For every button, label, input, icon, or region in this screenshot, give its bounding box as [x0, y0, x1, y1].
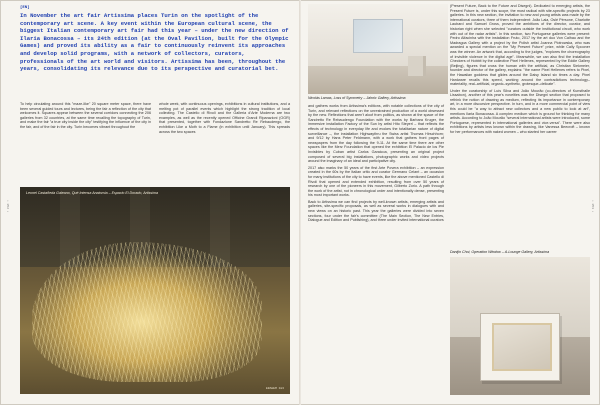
body-column-2	[159, 102, 290, 136]
folio-left: • 052 •	[6, 200, 9, 213]
body-paragraph: 2017 also marks the 50 years of the first Arte Povera exhibition – an expression created in the 60s by the Italian critic and curator Germano Celant – an occasion for many institutions of the city to have events, like the above mentioned Castello di Rivoli that opened and extended exhibition, resulting from over 50 years of research by one of the pioneers in this movement, Gilberto Zorio. A path through the work of the artist, not in chronological order and intentionally dense, presenting his most important works.	[308, 165, 444, 198]
body-paragraph: (Present Future, Back to the Future and Disegni). Dedicated to emerging artists, the Present Future is, under this scope, the most radical with site-specific projects by 23 galleries. In this new section, the invitation to new and young artists was made by the international curators, three of them independent: João Laia, Oslé Pérsone, Charlotte Laubard and Samuel Gross, proved the ambitions of the director, curator, and historian right when she selected "curators outside the institutional circuit, who work with out of the radar artists". In this section, two Portuguese galleries were present: Pedro Alfacinha with the installation Fruto, 2017 by the art duo Von Calhau and the Madragoa Gallery with a project by the Polish artist Joanna Piotrowska, who was awarded a special mention on the "My Present Future" prize, while Cally Spooner was the winner. An artwork that, according to the judges, "explores the choreography of invisible violence in the digital age". Meanwhile, we can also find the installation Checkers of Hobbit by the collective Pixel Hellenes, represented by the Eddie Gallery (Beijing), figures that cross the human with the artificial, as Christian Siekmeier, founder and director of the gallery, explains: "the name Pixel Hellenes refers to Pixel, the Hawaiian goddess that glides around the Daisy Island six times a day. Pixel Hardware recalls this speed, working around the contradictions technology–materiality, real–artificial, organic–synthetic, grotesque–delicate".	[450, 4, 590, 87]
folio-right: • 053 •	[591, 200, 594, 213]
installation-photo-window	[450, 257, 590, 395]
body-paragraph: Back to Artissima we can find projects by well-known artists, emerging artists and galleries, site-specific proposals, as well as several works in dialogues with and new views on an historic past. This year the galleries were divided into seven sections, four under the fair's committee (The Main Section, The New Entries, Dialogue and Edition and Publishing), and three under invited international curators	[308, 199, 444, 223]
artwork-panel	[354, 20, 402, 52]
body-paragraph: Under the curatorship of Luís Silva and João Mourão (co-directors of Kunsthalle Lissabon), another of this year's novelties was the Disegni section that proposed to rethink the notion of drawing as medium, reflecting its importance in contemporary art, in a more discursive perspective. In turn, and in a more commercial point of view this could be "a way to attract new collectors and a new public to look at art", mentions Ilaria Bonacossa. A complex medium which is ground for thinking for many artists. According to João Mourão "several international artists were introduced, some Portuguese, represented in international galleries and vice-versa". There were also exhibitions by artists less known within the drawing, like Vanessa Beecroft – known for her performances with naked women – who started her career	[450, 88, 590, 135]
plinth	[408, 56, 426, 76]
page-gutter	[299, 0, 301, 405]
installation-photo-golden	[20, 187, 290, 394]
body-column-4	[450, 4, 590, 137]
body-paragraph: whole week, with continuous openings, exhibitions in cultural institutions, and a melting pot of parallel events which highlight the strong tradition of local collecting. The Castello di Rivoli and the Galleria d'Arte Moderna are two examples, as well as the recently opened Officine Grandi Riparazioni (OGR) that presented, together with Fondazione Sandretto Re Rebaudengo, the exhibition Like a Moth to a Flame (in exhibition until January). This spreads across the two spaces	[159, 102, 290, 134]
photo-caption: Leonel Castañeda Galeano, Qué Intensa Anatomía – Espacio El Dorado, Artissima	[26, 191, 158, 195]
installation-sculpture	[32, 242, 262, 382]
body-paragraph: To help circulating around this "maze-like" 20 square meter space, there have been several guided tours and lectures, being the fair a reflection of the city that welcomes it. Squares appear between the several corridors connecting the 206 galleries from 32 countries, at the same time recalling the topography of Turin, and make the fair "a true city inside the city" testifying the influence of the city in the fair, and of the fair in the city. Turin becomes vibrant throughout the	[20, 102, 151, 129]
intro-paragraph: In November the art fair Artissima places Turin on the spotlight of the contemporary art scene. A key event within the European cultural scene, the biggest Italian contemporary art fair had this year – under the new direction of Ilaria Bonacossa – its 24th edition (at the Oval Pavilion, built for the Olympic Games) and proved its ability as a fair to continuously reinvent its approaches and develop solid programs, with a network of collectors, curators, professionals of the art world and visitors. Artissima has been, throughout the years, consolidating its relevance due to its perspective and curatorial bet.	[20, 12, 289, 73]
framed-work	[492, 323, 552, 371]
photo-caption: Danijin Choi, Operation Window – A-Lounge Gallery, Artissima	[450, 250, 550, 254]
photo-caption: Nicolás Lamas, Loss of Symmetry – Jahnic Gallery, Artissima	[308, 96, 406, 100]
body-paragraph: and gathers works from Artissima's editions, with notable collections of the city of Turin, and relevant reflections on the unrestrained production of a world obsessed by the new. Reflections that aren't aloof from politics, as shown at the space of the Sandretto Re Rebaudengo Foundation with the works by Barbara Kruger, the immersive installation Factory of the Sun by artist Hito Steyerl – that reflects the effects of technology in everyday life and evokes the totalitarian nature of digital surveillance –, the installation Highwaythru the Swiss artist Thomas Hirschhorn; and 9/12 by Hans Peter Feldmann, with a work that gathers front pages of newspapers from the day following the 9-11. At the same time there are other spaces like the Merz Foundation that opened the exhibition El Palacio de los Pie Invisibles by Cuban artist Carlos Garaicoa, presenting an original project composed of several big installations, photographic works and video projects around the imaginary of an ideal and participative city.	[308, 104, 444, 164]
photo-credit: ERAGEM 183	[265, 387, 284, 390]
body-column-1	[20, 102, 151, 132]
body-column-3	[308, 104, 444, 225]
language-tag: [EN]	[20, 6, 30, 10]
installation-photo-gallery	[308, 4, 448, 94]
